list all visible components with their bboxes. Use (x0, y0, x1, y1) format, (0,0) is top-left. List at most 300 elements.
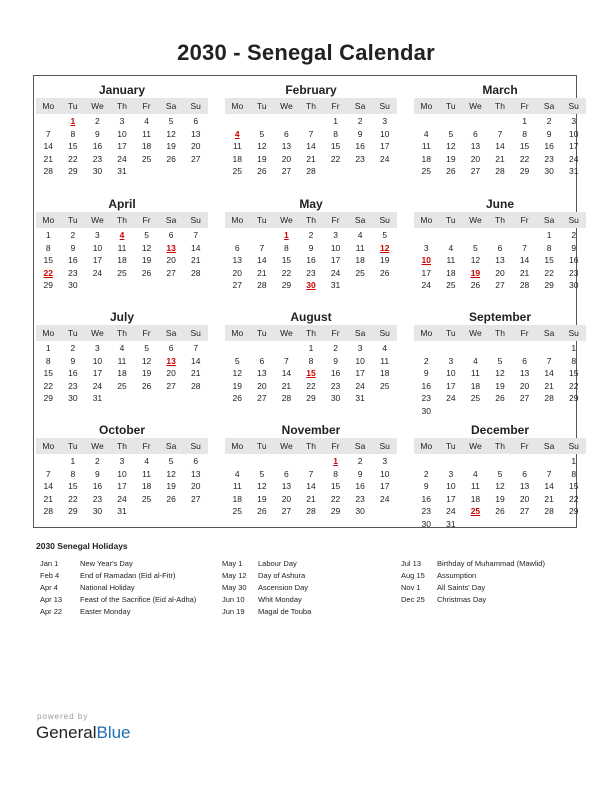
day-cell: 27 (519, 506, 530, 516)
empty-day-cell (225, 342, 250, 355)
day-cell: 31 (92, 393, 103, 403)
month-april (36, 196, 208, 292)
day-cell: 29 (68, 506, 78, 516)
day-cell: 14 (519, 255, 530, 265)
day-cell: 12 (141, 242, 152, 253)
day-cell: 2 (308, 230, 314, 240)
day-cell: 23 (68, 380, 78, 391)
day-cell: 11 (117, 355, 127, 366)
month-name: February (285, 83, 337, 97)
weekday-label: Sa (543, 101, 555, 111)
weekday-label: Tu (257, 215, 267, 225)
month-june (414, 196, 586, 292)
empty-day-cell (134, 505, 159, 518)
month-name: October (98, 423, 145, 437)
weekday-label: Mo (420, 101, 433, 111)
day-cell: 28 (544, 393, 554, 403)
day-cell: 7 (259, 242, 265, 253)
day-cell: 16 (544, 141, 554, 151)
day-cell: 4 (473, 468, 478, 479)
day-cell: 25 (379, 380, 390, 391)
weekday-label: Tu (446, 101, 456, 111)
weekday-label: Sa (354, 441, 366, 451)
day-cell: 21 (495, 153, 505, 164)
empty-day-cell (250, 115, 275, 128)
weekday-label: Fr (142, 441, 151, 451)
day-cell: 23 (568, 267, 579, 278)
day-cell: 12 (166, 468, 176, 479)
day-cell: 19 (141, 255, 152, 265)
empty-day-cell (348, 279, 373, 292)
weekday-label: Mo (420, 328, 433, 338)
day-cell: 8 (70, 468, 76, 479)
day-cell: 8 (571, 468, 577, 479)
weekday-label: Tu (257, 441, 267, 451)
day-cell: 29 (281, 280, 292, 290)
brand-blue: Blue (96, 723, 131, 742)
day-cell: 8 (308, 355, 314, 366)
day-cell: 17 (355, 368, 365, 378)
day-cell: 23 (92, 493, 103, 504)
day-cell: 19 (166, 481, 176, 491)
day-cell: 17 (446, 380, 456, 391)
day-cell: 3 (448, 468, 454, 479)
day-cell: 30 (568, 280, 579, 290)
holiday-name: Whit Monday (258, 595, 302, 604)
day-cell: 29 (330, 506, 341, 516)
day-cell: 12 (495, 481, 505, 491)
weekday-label: We (469, 101, 482, 111)
day-cell: 5 (259, 128, 265, 139)
day-cell: 24 (568, 153, 579, 164)
day-cell: 11 (421, 141, 431, 151)
day-cell: 10 (379, 468, 390, 479)
day-cell: 19 (446, 153, 456, 164)
day-cell: 13 (281, 481, 292, 491)
day-cell: 3 (448, 355, 454, 366)
day-cell: 14 (190, 355, 201, 366)
day-cell: 21 (257, 267, 267, 278)
holiday-name: National Holiday (80, 583, 135, 592)
weekday-label: Su (379, 101, 390, 111)
weekday-label: Su (568, 328, 579, 338)
holiday-row (401, 582, 545, 594)
weekday-label: Fr (520, 328, 529, 338)
day-cell: 20 (166, 368, 176, 378)
holiday-date: Apr 13 (40, 595, 63, 604)
weekday-label: Th (495, 215, 505, 225)
weekday-label: Tu (68, 441, 78, 451)
day-cell: 18 (117, 368, 127, 378)
day-cell: 29 (568, 393, 579, 403)
day-cell: 16 (421, 493, 432, 504)
day-cell: 26 (379, 267, 390, 278)
empty-day-cell (488, 342, 513, 355)
empty-day-cell (159, 505, 184, 518)
day-cell: 12 (470, 255, 481, 265)
day-cell: 3 (382, 456, 388, 466)
empty-day-cell (183, 392, 208, 405)
weekday-header (36, 212, 208, 228)
day-cell: 10 (117, 468, 127, 479)
month-name: July (109, 310, 134, 324)
holiday-day-cell: 10 (421, 255, 432, 265)
day-cell: 23 (355, 493, 365, 504)
holiday-day-cell: 4 (234, 128, 240, 139)
weekday-label: Su (568, 101, 579, 111)
day-cell: 1 (70, 456, 76, 466)
day-cell: 28 (306, 506, 316, 516)
weekday-label: Tu (257, 328, 267, 338)
weekday-header (414, 98, 586, 114)
day-cell: 17 (446, 493, 456, 504)
day-grid (225, 455, 397, 518)
day-cell: 10 (92, 355, 103, 366)
day-cell: 12 (232, 368, 243, 378)
weekday-label: Tu (446, 441, 456, 451)
weekday-header (414, 325, 586, 341)
day-cell: 16 (568, 255, 579, 265)
weekday-label: We (469, 441, 482, 451)
day-cell: 14 (190, 242, 201, 253)
empty-day-cell (372, 165, 397, 178)
empty-day-cell (250, 455, 275, 468)
day-cell: 1 (333, 116, 338, 126)
day-cell: 6 (259, 355, 265, 366)
day-cell: 20 (281, 493, 292, 504)
day-cell: 2 (357, 116, 363, 126)
day-cell: 20 (257, 380, 267, 391)
holiday-date: May 30 (222, 583, 247, 592)
holiday-date: Apr 4 (40, 583, 58, 592)
day-cell: 24 (446, 506, 456, 516)
day-cell: 21 (544, 380, 554, 391)
day-cell: 30 (92, 506, 103, 516)
day-cell: 7 (308, 468, 314, 479)
weekday-label: We (91, 101, 104, 111)
day-cell: 22 (330, 493, 341, 504)
holiday-date: Jun 19 (222, 607, 245, 616)
day-cell: 14 (544, 481, 554, 491)
weekday-label: Th (117, 215, 127, 225)
holiday-date: May 1 (222, 559, 243, 568)
weekday-label: Th (306, 328, 316, 338)
empty-day-cell (414, 342, 439, 355)
day-cell: 3 (119, 116, 125, 126)
weekday-label: Su (190, 441, 201, 451)
day-cell: 27 (281, 166, 292, 176)
empty-day-cell (439, 405, 464, 418)
day-cell: 25 (117, 267, 127, 278)
holiday-date: Dec 25 (401, 595, 425, 604)
day-cell: 13 (190, 468, 201, 479)
day-cell: 23 (92, 153, 103, 164)
empty-day-cell (348, 165, 373, 178)
empty-day-cell (463, 229, 488, 242)
day-cell: 15 (43, 255, 54, 265)
holiday-day-cell: 1 (284, 230, 289, 240)
day-cell: 14 (281, 368, 292, 378)
day-cell: 18 (117, 255, 127, 265)
empty-day-cell (159, 279, 184, 292)
day-cell: 4 (119, 343, 125, 353)
day-cell: 6 (284, 128, 289, 139)
day-cell: 6 (522, 468, 527, 479)
empty-day-cell (323, 165, 348, 178)
day-cell: 22 (281, 267, 292, 278)
day-cell: 24 (92, 380, 103, 391)
holiday-row (222, 582, 311, 594)
month-september (414, 309, 586, 417)
weekday-label: Th (306, 101, 316, 111)
weekday-header (225, 212, 397, 228)
day-cell: 12 (257, 141, 267, 151)
weekday-label: We (280, 328, 293, 338)
day-cell: 26 (141, 267, 152, 278)
day-cell: 11 (142, 128, 151, 139)
holiday-name: New Year's Day (80, 559, 133, 568)
holiday-name: Magal de Touba (258, 607, 312, 616)
day-cell: 6 (168, 230, 174, 240)
day-cell: 29 (519, 166, 530, 176)
weekday-label: Su (568, 441, 579, 451)
day-cell: 23 (306, 267, 316, 278)
holiday-day-cell: 4 (119, 230, 125, 240)
day-cell: 26 (166, 153, 176, 164)
day-cell: 12 (141, 355, 152, 366)
day-cell: 8 (284, 242, 289, 253)
day-cell: 7 (45, 128, 51, 139)
day-cell: 30 (421, 518, 432, 529)
day-cell: 9 (423, 481, 429, 491)
day-cell: 11 (471, 368, 480, 378)
day-cell: 17 (379, 141, 390, 151)
day-cell: 27 (257, 393, 267, 403)
day-cell: 4 (357, 230, 363, 240)
day-cell: 19 (166, 141, 176, 151)
day-cell: 2 (571, 230, 577, 240)
empty-day-cell (36, 455, 61, 468)
day-cell: 11 (355, 242, 365, 253)
day-cell: 19 (495, 493, 505, 504)
day-cell: 21 (43, 153, 54, 164)
holiday-day-cell: 1 (333, 456, 338, 466)
day-cell: 13 (519, 481, 530, 491)
holiday-day-cell: 25 (470, 506, 481, 516)
day-cell: 19 (141, 368, 152, 378)
day-cell: 27 (281, 506, 292, 516)
brand-logo[interactable] (36, 723, 131, 743)
day-cell: 24 (330, 267, 341, 278)
weekday-label: Su (379, 328, 390, 338)
day-cell: 8 (522, 128, 527, 139)
holiday-name: Ascension Day (258, 583, 309, 592)
day-cell: 5 (234, 355, 240, 366)
day-cell: 27 (166, 380, 176, 391)
day-cell: 24 (379, 493, 390, 504)
holiday-day-cell: 13 (166, 355, 176, 366)
day-cell: 21 (190, 368, 201, 378)
weekday-label: Th (117, 101, 127, 111)
empty-day-cell (250, 342, 275, 355)
day-cell: 8 (333, 468, 338, 479)
day-cell: 25 (232, 506, 243, 516)
empty-day-cell (274, 455, 299, 468)
day-cell: 22 (568, 493, 579, 504)
day-cell: 5 (448, 128, 454, 139)
holiday-name: Christmas Day (437, 595, 487, 604)
weekday-header (36, 438, 208, 454)
weekday-label: Mo (42, 441, 55, 451)
day-cell: 22 (330, 153, 341, 164)
day-cell: 10 (446, 368, 456, 378)
day-cell: 2 (95, 456, 100, 466)
day-cell: 27 (495, 280, 505, 290)
day-cell: 28 (257, 280, 267, 290)
day-cell: 9 (70, 355, 76, 366)
day-cell: 22 (68, 153, 78, 164)
day-cell: 15 (281, 255, 292, 265)
day-cell: 29 (43, 280, 54, 290)
weekday-label: Th (495, 328, 505, 338)
holiday-row (222, 606, 311, 618)
holiday-row (40, 594, 196, 606)
day-cell: 5 (144, 230, 149, 240)
empty-day-cell (110, 392, 135, 405)
day-cell: 13 (470, 141, 481, 151)
day-cell: 5 (168, 116, 174, 126)
day-cell: 11 (232, 141, 242, 151)
day-cell: 2 (95, 116, 100, 126)
day-cell: 25 (232, 166, 243, 176)
holiday-day-cell: 30 (306, 280, 316, 290)
day-cell: 22 (519, 153, 530, 164)
day-cell: 17 (330, 255, 341, 265)
weekday-label: Fr (331, 215, 340, 225)
day-cell: 23 (330, 380, 341, 391)
holiday-row (401, 594, 545, 606)
month-july (36, 309, 208, 405)
day-cell: 18 (446, 267, 456, 278)
holiday-column (40, 558, 196, 618)
day-cell: 15 (68, 141, 78, 151)
day-grid (414, 115, 586, 178)
day-cell: 16 (68, 368, 78, 378)
day-cell: 9 (423, 368, 429, 378)
holiday-name: End of Ramadan (Eid al-Fitr) (80, 571, 176, 580)
day-cell: 9 (571, 242, 577, 253)
day-grid (414, 229, 586, 292)
day-cell: 14 (495, 141, 505, 151)
day-cell: 28 (43, 166, 54, 176)
day-cell: 28 (281, 393, 292, 403)
day-cell: 18 (379, 368, 390, 378)
holiday-day-cell: 15 (306, 368, 316, 378)
day-cell: 19 (379, 255, 390, 265)
day-cell: 18 (470, 380, 481, 391)
day-cell: 24 (446, 393, 456, 403)
day-cell: 27 (470, 166, 481, 176)
day-cell: 6 (473, 128, 478, 139)
day-cell: 14 (544, 368, 554, 378)
day-cell: 20 (232, 267, 243, 278)
day-cell: 8 (546, 242, 552, 253)
month-august (225, 309, 397, 405)
empty-day-cell (488, 518, 513, 531)
day-cell: 23 (421, 506, 432, 516)
month-name: January (98, 83, 146, 97)
day-cell: 24 (355, 380, 365, 391)
day-cell: 15 (519, 141, 530, 151)
empty-day-cell (488, 455, 513, 468)
day-cell: 15 (568, 481, 579, 491)
day-cell: 6 (168, 343, 174, 353)
holiday-day-cell: 13 (166, 242, 176, 253)
holiday-name: Labour Day (258, 559, 297, 568)
day-cell: 10 (117, 128, 127, 139)
holiday-row (401, 570, 545, 582)
day-cell: 17 (92, 368, 103, 378)
day-cell: 6 (193, 116, 199, 126)
day-cell: 25 (446, 280, 456, 290)
day-cell: 30 (68, 393, 78, 403)
day-cell: 27 (166, 267, 176, 278)
month-march (414, 82, 586, 178)
day-cell: 7 (284, 355, 289, 366)
day-cell: 16 (421, 380, 432, 391)
day-cell: 27 (190, 153, 201, 164)
day-cell: 2 (423, 355, 429, 366)
day-cell: 10 (568, 128, 579, 139)
empty-day-cell (110, 279, 135, 292)
day-cell: 18 (421, 153, 432, 164)
day-cell: 9 (70, 242, 76, 253)
day-cell: 26 (257, 166, 267, 176)
weekday-label: Tu (446, 215, 456, 225)
weekday-label: Su (190, 101, 201, 111)
holiday-date: Jan 1 (40, 559, 59, 568)
day-cell: 17 (421, 267, 432, 278)
day-cell: 24 (117, 153, 127, 164)
day-cell: 28 (190, 380, 201, 391)
holiday-day-cell: 22 (43, 267, 54, 278)
weekday-label: Th (495, 441, 505, 451)
day-cell: 7 (193, 230, 199, 240)
day-cell: 21 (544, 493, 554, 504)
empty-day-cell (250, 229, 275, 242)
day-cell: 5 (497, 468, 503, 479)
month-name: April (108, 197, 136, 211)
day-cell: 26 (166, 493, 176, 504)
day-cell: 15 (330, 481, 341, 491)
holidays-title: 2030 Senegal Holidays (36, 541, 128, 551)
weekday-header (225, 438, 397, 454)
day-cell: 20 (495, 267, 505, 278)
month-name: August (290, 310, 332, 324)
empty-day-cell (299, 455, 324, 468)
day-cell: 1 (45, 343, 51, 353)
day-cell: 1 (308, 343, 314, 353)
day-cell: 16 (92, 141, 103, 151)
day-cell: 4 (423, 128, 429, 139)
day-cell: 31 (117, 506, 127, 516)
weekday-label: Sa (543, 441, 555, 451)
weekday-label: Th (117, 441, 127, 451)
day-cell: 27 (232, 280, 243, 290)
weekday-label: Tu (68, 101, 78, 111)
empty-day-cell (512, 405, 537, 418)
weekday-label: Fr (331, 441, 340, 451)
